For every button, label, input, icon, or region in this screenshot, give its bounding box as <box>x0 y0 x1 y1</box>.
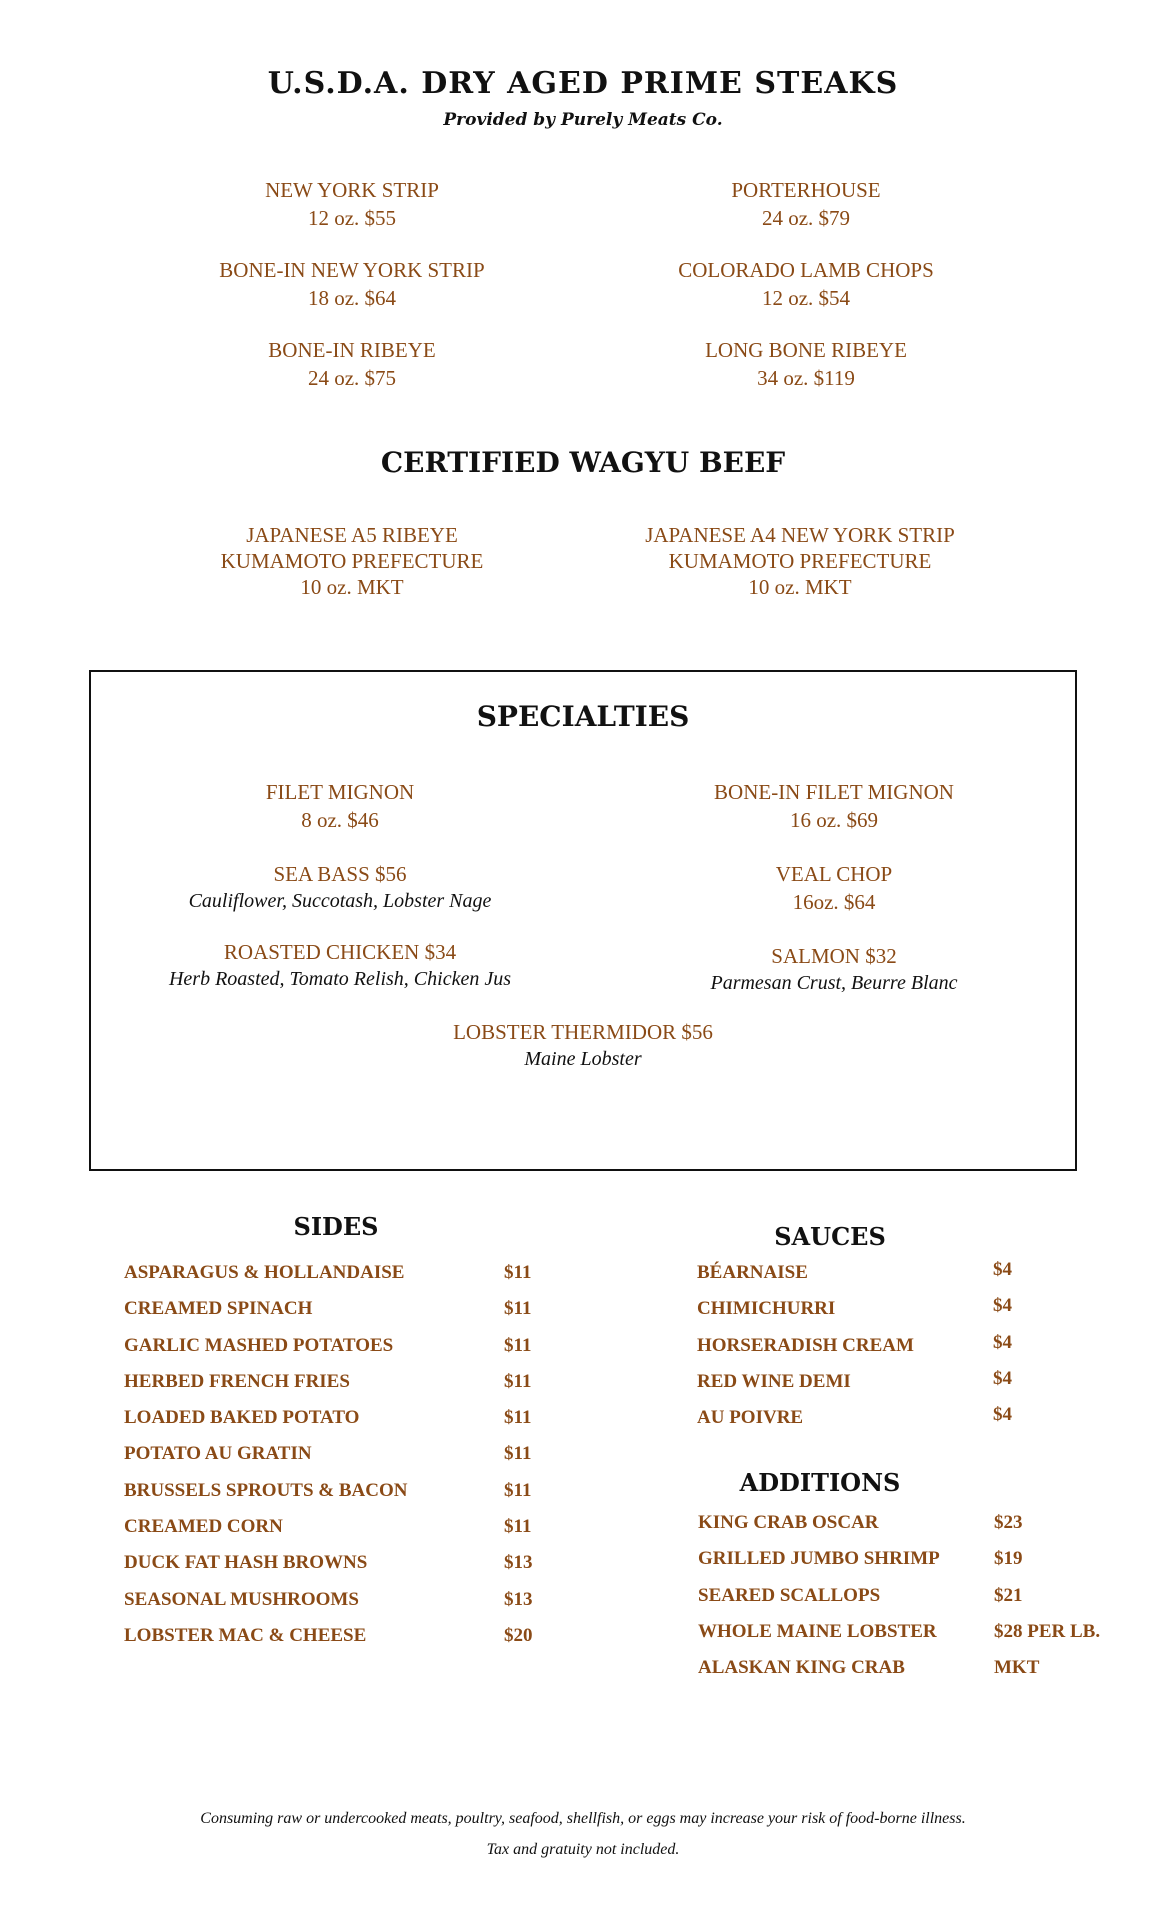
list-item <box>124 1335 564 1371</box>
list-item <box>698 1548 1138 1584</box>
side-price: $11 <box>504 1443 532 1465</box>
side-name: ASPARAGUS & HOLLANDAISE <box>124 1262 405 1283</box>
menu-item <box>606 176 1006 232</box>
sauce-price: $4 <box>993 1259 1012 1280</box>
food-safety-warning: Consuming raw or undercooked meats, poultry, seafood, shellfish, or eggs may increase your risk of food-borne illness. <box>200 1810 966 1827</box>
item-name: ROASTED CHICKEN $34 <box>223 940 457 964</box>
prime-title: U.S.D.A. DRY AGED PRIME STEAKS <box>267 66 899 101</box>
item-price: 24 oz. $75 <box>307 366 397 390</box>
list-item <box>124 1480 564 1516</box>
item-name: SALMON $32 <box>771 944 897 968</box>
menu-item <box>152 176 552 232</box>
list-item <box>124 1407 564 1443</box>
list-item <box>697 1367 1137 1407</box>
list-item <box>697 1331 1137 1371</box>
item-price: 16 oz. $69 <box>789 808 879 832</box>
addition-name: ALASKAN KING CRAB <box>698 1657 905 1679</box>
addition-name: SEARED SCALLOPS <box>698 1584 881 1606</box>
item-name: LONG BONE RIBEYE <box>705 338 907 362</box>
side-name: LOADED BAKED POTATO <box>124 1407 360 1429</box>
menu-item <box>634 942 1034 996</box>
addition-price: $19 <box>994 1548 1023 1570</box>
menu-item <box>140 778 540 834</box>
list-item <box>698 1585 1138 1621</box>
addition-price: $21 <box>994 1584 1023 1606</box>
item-name: JAPANESE A5 RIBEYE <box>246 523 458 547</box>
item-name: BONE-IN NEW YORK STRIP <box>219 258 485 282</box>
side-name: LOBSTER MAC & CHEESE <box>124 1624 367 1646</box>
item-price: 24 oz. $79 <box>761 206 851 230</box>
side-name: CREAMED SPINACH <box>124 1298 313 1320</box>
menu-item <box>606 256 1006 312</box>
item-name: BONE-IN RIBEYE <box>268 338 436 362</box>
item-name: LOBSTER THERMIDOR $56 <box>453 1020 713 1044</box>
sauce-name: HORSERADISH CREAM <box>697 1334 914 1356</box>
item-price: 16oz. $64 <box>792 890 876 914</box>
item-name: BONE-IN FILET MIGNON <box>714 780 954 804</box>
list-item <box>124 1625 564 1661</box>
side-name: DUCK FAT HASH BROWNS <box>124 1552 368 1574</box>
specialties-box <box>89 670 1077 1171</box>
item-price: 8 oz. $46 <box>301 808 379 832</box>
sauces-title: SAUCES <box>774 1222 886 1251</box>
item-price: 12 oz. $54 <box>761 286 851 310</box>
addition-name: KING CRAB OSCAR <box>698 1512 879 1533</box>
menu-item <box>120 860 560 914</box>
menu-item <box>110 938 570 992</box>
item-description: Cauliflower, Succotash, Lobster Nage <box>188 890 492 912</box>
sides-title: SIDES <box>293 1212 379 1241</box>
sauce-price: $4 <box>993 1367 1012 1389</box>
list-item <box>697 1295 1137 1334</box>
side-name: POTATO AU GRATIN <box>124 1443 312 1465</box>
side-price: $11 <box>504 1298 532 1320</box>
side-name: HERBED FRENCH FRIES <box>124 1370 350 1392</box>
side-name: SEASONAL MUSHROOMS <box>124 1588 359 1610</box>
sauce-name: AU POIVRE <box>697 1407 804 1429</box>
specialties-title: SPECIALTIES <box>476 700 690 733</box>
list-item <box>124 1443 564 1479</box>
sides-list <box>124 1262 564 1661</box>
item-description: Maine Lobster <box>524 1048 642 1070</box>
list-item <box>124 1262 564 1298</box>
list-item <box>124 1589 564 1625</box>
item-origin: KUMAMOTO PREFECTURE <box>220 549 484 573</box>
sauce-price: $4 <box>993 1331 1012 1353</box>
sauce-name: BÉARNAISE <box>697 1262 808 1283</box>
list-item <box>698 1657 1138 1693</box>
menu-item <box>634 778 1034 834</box>
item-name: JAPANESE A4 NEW YORK STRIP <box>645 523 955 547</box>
item-price: 10 oz. MKT <box>300 575 404 599</box>
list-item <box>697 1259 1137 1298</box>
menu-item <box>333 1018 833 1072</box>
side-price: $13 <box>504 1588 533 1610</box>
menu-item <box>152 522 552 600</box>
item-name: FILET MIGNON <box>265 780 415 804</box>
side-price: $11 <box>504 1479 532 1501</box>
addition-price: $23 <box>994 1512 1023 1533</box>
menu-item <box>606 336 1006 392</box>
additions-title: ADDITIONS <box>739 1468 901 1497</box>
prime-subtitle: Provided by Purely Meats Co. <box>443 110 723 130</box>
side-name: GARLIC MASHED POTATOES <box>124 1334 394 1356</box>
item-description: Parmesan Crust, Beurre Blanc <box>710 972 958 994</box>
side-name: CREAMED CORN <box>124 1516 283 1538</box>
item-price: 10 oz. MKT <box>748 575 852 599</box>
side-price: $11 <box>504 1407 532 1429</box>
list-item <box>124 1516 564 1552</box>
item-name: PORTERHOUSE <box>731 178 881 202</box>
sauce-price: $4 <box>993 1295 1012 1317</box>
item-description: Herb Roasted, Tomato Relish, Chicken Jus <box>168 968 511 990</box>
wagyu-title: CERTIFIED WAGYU BEEF <box>380 446 786 479</box>
side-price: $11 <box>504 1262 532 1283</box>
item-price: 12 oz. $55 <box>307 206 397 230</box>
tax-note: Tax and gratuity not included. <box>486 1841 680 1858</box>
side-price: $11 <box>504 1370 532 1392</box>
menu-item <box>634 860 1034 916</box>
menu-item <box>152 256 552 312</box>
sauce-name: RED WINE DEMI <box>697 1370 851 1392</box>
side-price: $11 <box>504 1334 532 1356</box>
list-item <box>698 1621 1138 1657</box>
addition-price: $28 PER LB. <box>994 1620 1101 1642</box>
item-origin: KUMAMOTO PREFECTURE <box>668 549 932 573</box>
item-price: 34 oz. $119 <box>757 366 855 390</box>
sauces-list <box>697 1259 1137 1443</box>
list-item <box>124 1371 564 1407</box>
additions-list <box>698 1512 1138 1693</box>
side-name: BRUSSELS SPROUTS & BACON <box>124 1479 408 1501</box>
addition-price: MKT <box>994 1657 1040 1679</box>
item-name: NEW YORK STRIP <box>265 178 439 202</box>
item-name: SEA BASS $56 <box>273 862 407 886</box>
addition-name: GRILLED JUMBO SHRIMP <box>698 1548 940 1570</box>
list-item <box>697 1404 1137 1443</box>
item-name: VEAL CHOP <box>775 862 893 886</box>
list-item <box>124 1552 564 1588</box>
side-price: $20 <box>504 1624 533 1646</box>
sauce-price: $4 <box>993 1404 1012 1426</box>
addition-name: WHOLE MAINE LOBSTER <box>698 1620 937 1642</box>
item-name: COLORADO LAMB CHOPS <box>678 258 934 282</box>
list-item <box>124 1298 564 1334</box>
sauce-name: CHIMICHURRI <box>697 1298 836 1320</box>
menu-item <box>152 336 552 392</box>
item-price: 18 oz. $64 <box>307 286 397 310</box>
menu-item <box>600 522 1000 600</box>
list-item <box>698 1512 1138 1548</box>
side-price: $13 <box>504 1552 533 1574</box>
side-price: $11 <box>504 1516 532 1538</box>
